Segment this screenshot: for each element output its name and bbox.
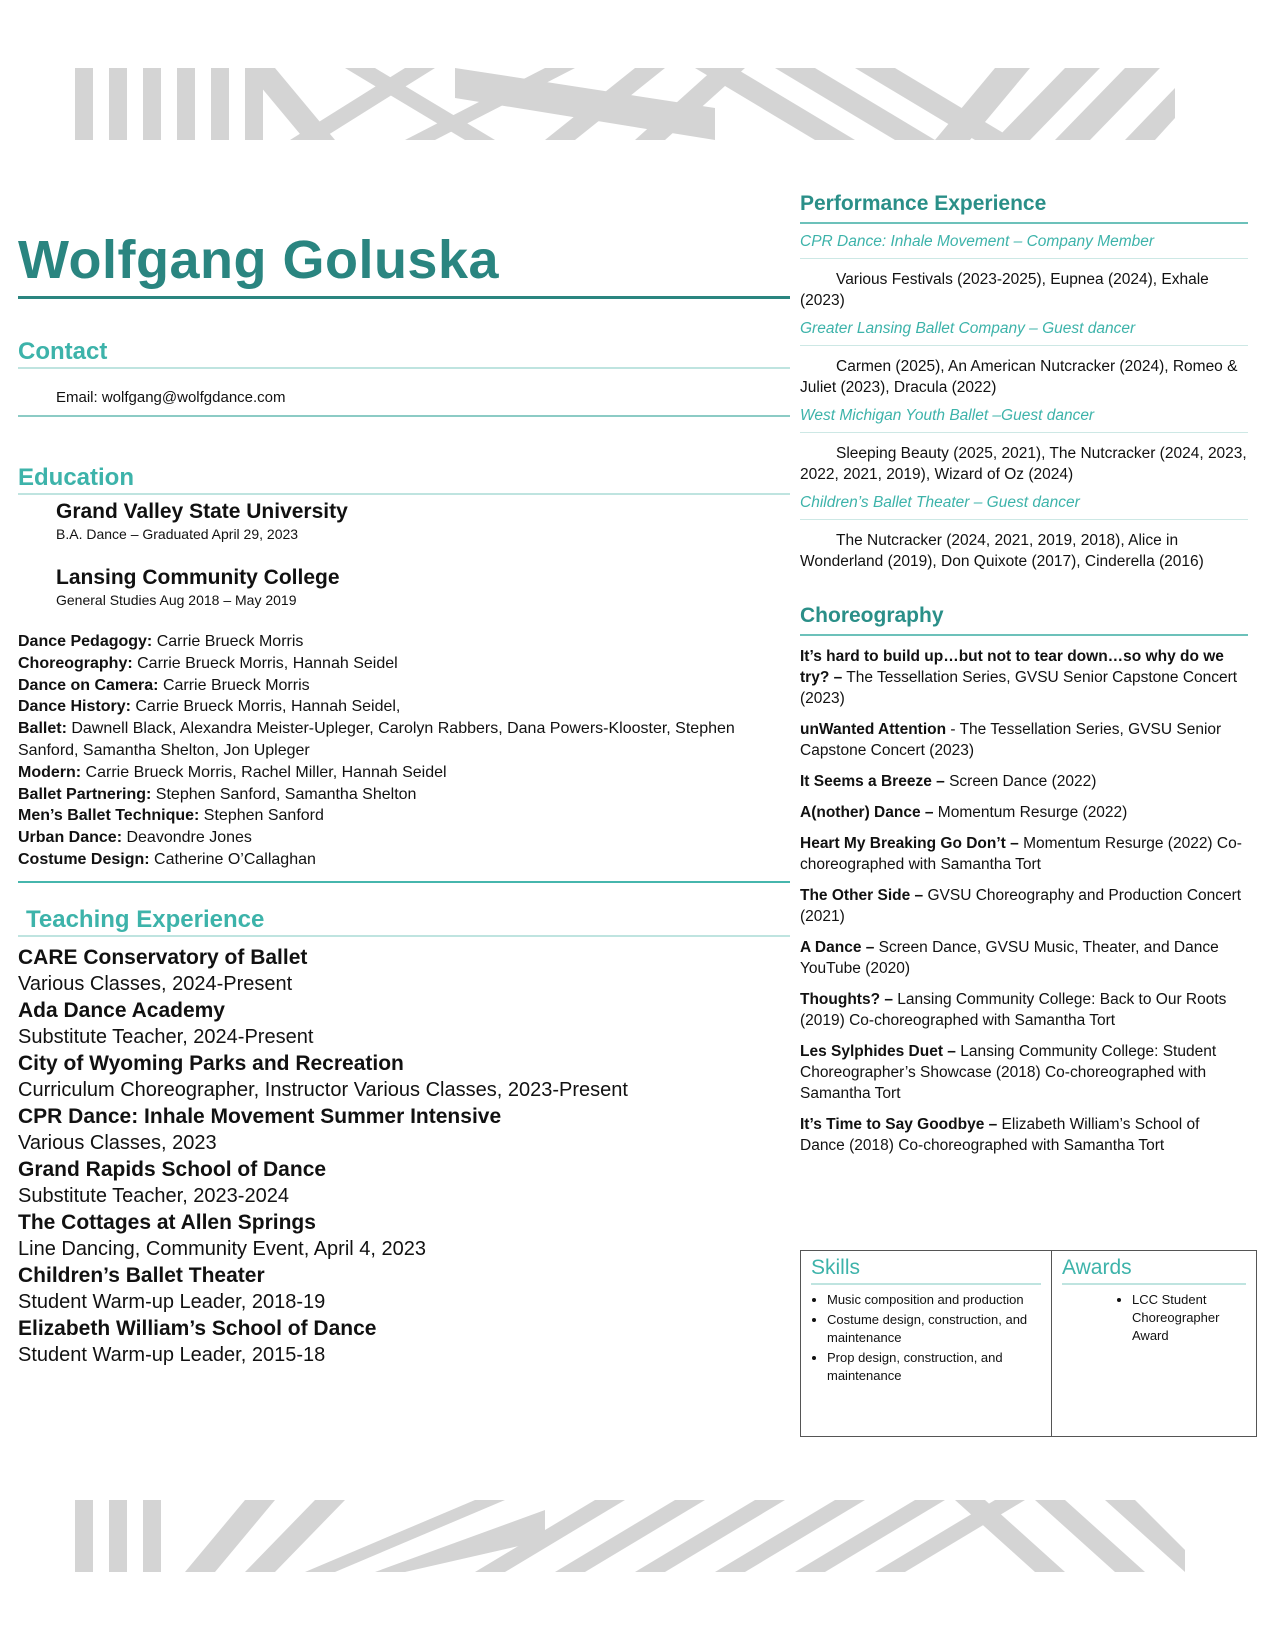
teacher-line: Dance History: Carrie Brueck Morris, Hannah Seidel,	[18, 698, 401, 716]
teaching-org: The Cottages at Allen Springs	[18, 1210, 316, 1234]
performance-company	[800, 404, 1248, 485]
teaching-org: Grand Rapids School of Dance	[18, 1157, 327, 1181]
award-item: • LCC Student Choreographer Award	[1132, 1291, 1246, 1345]
teaching-item	[18, 1316, 790, 1369]
teaching-item	[18, 1104, 790, 1157]
company-detail: Carmen (2025), An American Nutcracker (2024), Romeo & Juliet (2023), Dracula (2022)	[800, 358, 1238, 396]
skills-awards-table	[800, 1250, 1257, 1437]
performance-company	[800, 317, 1248, 398]
education-school	[18, 565, 790, 609]
choreography-heading: Choreography	[800, 604, 944, 627]
company-detail: The Nutcracker (2024, 2021, 2019, 2018), Alice in Wonderland (2019), Don Quixote (2017), Cinderella (2016)	[800, 532, 1204, 570]
teacher-line: Dance on Camera: Carrie Brueck Morris	[18, 676, 310, 694]
choreography-list	[800, 646, 1248, 1156]
teaching-role: Various Classes, 2023	[18, 1132, 217, 1155]
school-detail: General Studies Aug 2018 – May 2019	[56, 592, 297, 608]
choreography-item: The Other Side – GVSU Choreography and Production Concert (2021)	[800, 887, 1242, 925]
choreography-divider	[800, 634, 1248, 636]
school-detail: B.A. Dance – Graduated April 29, 2023	[56, 526, 299, 542]
teachers-list	[18, 631, 790, 871]
company-title: CPR Dance: Inhale Movement – Company Member	[800, 233, 1155, 250]
teaching-role: Student Warm-up Leader, 2015-18	[18, 1344, 326, 1367]
left-column	[18, 228, 790, 1369]
teaching-item	[18, 945, 790, 998]
education-heading: Education	[18, 464, 135, 491]
performance-heading: Performance Experience	[800, 192, 1047, 215]
skills-list	[811, 1291, 1041, 1385]
teaching-item	[18, 1263, 790, 1316]
choreography-item: A Dance – Screen Dance, GVSU Music, Theater, and Dance YouTube (2020)	[800, 939, 1219, 977]
teaching-role: Substitute Teacher, 2023-2024	[18, 1185, 289, 1208]
education-bottom-divider	[18, 881, 790, 883]
contact-heading: Contact	[18, 338, 108, 365]
choreography-item: Thoughts? – Lansing Community College: Back to Our Roots (2019) Co-choreographed with Samantha Tort	[800, 991, 1227, 1029]
teaching-divider	[18, 935, 790, 937]
education-school	[18, 499, 790, 543]
school-name: Grand Valley State University	[56, 500, 348, 523]
teacher-line: Modern: Carrie Brueck Morris, Rachel Miller, Hannah Seidel	[18, 763, 447, 781]
teaching-role: Line Dancing, Community Event, April 4, 2023	[18, 1238, 426, 1261]
choreography-item: Heart My Breaking Go Don’t – Momentum Resurge (2022) Co-choreographed with Samantha Tort	[800, 835, 1242, 873]
company-detail: Various Festivals (2023-2025), Eupnea (2024), Exhale (2023)	[800, 271, 1209, 309]
teaching-item	[18, 998, 790, 1051]
choreography-item: It’s Time to Say Goodbye – Elizabeth William’s School of Dance (2018) Co-choreographed with Samantha Tort	[800, 1116, 1200, 1154]
teaching-role: Various Classes, 2024-Present	[18, 973, 293, 996]
skills-heading: Skills	[811, 1256, 861, 1279]
teacher-line: Dance Pedagogy: Carrie Brueck Morris	[18, 633, 304, 650]
teaching-heading: Teaching Experience	[26, 905, 265, 933]
contact-email: Email: wolfgang@wolfgdance.com	[56, 389, 286, 406]
name-divider	[18, 296, 790, 299]
teacher-line: Ballet Partnering: Stephen Sanford, Samantha Shelton	[18, 785, 417, 803]
awards-heading: Awards	[1062, 1256, 1132, 1279]
teaching-org: Children’s Ballet Theater	[18, 1263, 265, 1287]
candidate-name: Wolfgang Goluska	[18, 230, 500, 290]
teacher-line: Choreography: Carrie Brueck Morris, Hannah Seidel	[18, 654, 398, 672]
teacher-line: Ballet: Dawnell Black, Alexandra Meister-Upleger, Carolyn Rabbers, Dana Powers-Klooster, Stephen Sanford, Samantha Shelton, Jon Upleger	[18, 720, 735, 759]
contact-bottom-divider	[18, 415, 790, 417]
top-decorative-band	[75, 68, 1195, 140]
choreography-item: Les Sylphides Duet – Lansing Community College: Student Choreographer’s Showcase (2018) Co-choreographed with Samantha Tort	[800, 1043, 1217, 1102]
performance-company	[800, 230, 1248, 311]
teaching-org: Elizabeth William’s School of Dance	[18, 1316, 377, 1340]
teaching-role: Curriculum Choreographer, Instructor Various Classes, 2023-Present	[18, 1079, 628, 1102]
teacher-line: Costume Design: Catherine O’Callaghan	[18, 850, 316, 868]
teaching-org: City of Wyoming Parks and Recreation	[18, 1051, 404, 1075]
company-detail: Sleeping Beauty (2025, 2021), The Nutcracker (2024, 2023, 2022, 2021, 2019), Wizard of Oz (2024)	[800, 445, 1247, 483]
teacher-line: Urban Dance: Deavondre Jones	[18, 829, 252, 847]
choreography-item: A(nother) Dance – Momentum Resurge (2022)	[800, 804, 1128, 821]
teaching-role: Substitute Teacher, 2024-Present	[18, 1026, 314, 1049]
performance-company	[800, 491, 1248, 572]
teaching-org: Ada Dance Academy	[18, 998, 225, 1022]
skills-box	[801, 1251, 1052, 1436]
bottom-decorative-band	[75, 1500, 1195, 1572]
company-title: Greater Lansing Ballet Company – Guest dancer	[800, 320, 1136, 337]
choreography-item: unWanted Attention - The Tessellation Series, GVSU Senior Capstone Concert (2023)	[800, 721, 1222, 759]
choreography-item: It’s hard to build up…but not to tear down…so why do we try? – The Tessellation Series, GVSU Senior Capstone Concert (2023)	[800, 648, 1238, 707]
performance-divider	[800, 222, 1248, 224]
teaching-org: CARE Conservatory of Ballet	[18, 945, 308, 969]
company-title: West Michigan Youth Ballet –Guest dancer	[800, 407, 1095, 424]
teaching-item	[18, 1157, 790, 1210]
right-column	[800, 190, 1248, 1156]
awards-box	[1052, 1251, 1256, 1436]
skill-item: • Prop design, construction, and maintenance	[827, 1349, 1041, 1385]
teaching-list	[18, 945, 790, 1369]
choreography-item: It Seems a Breeze – Screen Dance (2022)	[800, 773, 1097, 790]
teaching-item	[18, 1051, 790, 1104]
teaching-item	[18, 1210, 790, 1263]
skill-item: • Costume design, construction, and maintenance	[827, 1311, 1041, 1347]
teaching-role: Student Warm-up Leader, 2018-19	[18, 1291, 326, 1314]
skill-item: • Music composition and production	[827, 1291, 1041, 1309]
awards-list	[1062, 1291, 1246, 1345]
company-title: Children’s Ballet Theater – Guest dancer	[800, 494, 1080, 511]
education-divider	[18, 493, 790, 495]
teaching-org: CPR Dance: Inhale Movement Summer Intensive	[18, 1104, 502, 1128]
school-name: Lansing Community College	[56, 566, 340, 589]
teacher-line: Men’s Ballet Technique: Stephen Sanford	[18, 807, 324, 825]
